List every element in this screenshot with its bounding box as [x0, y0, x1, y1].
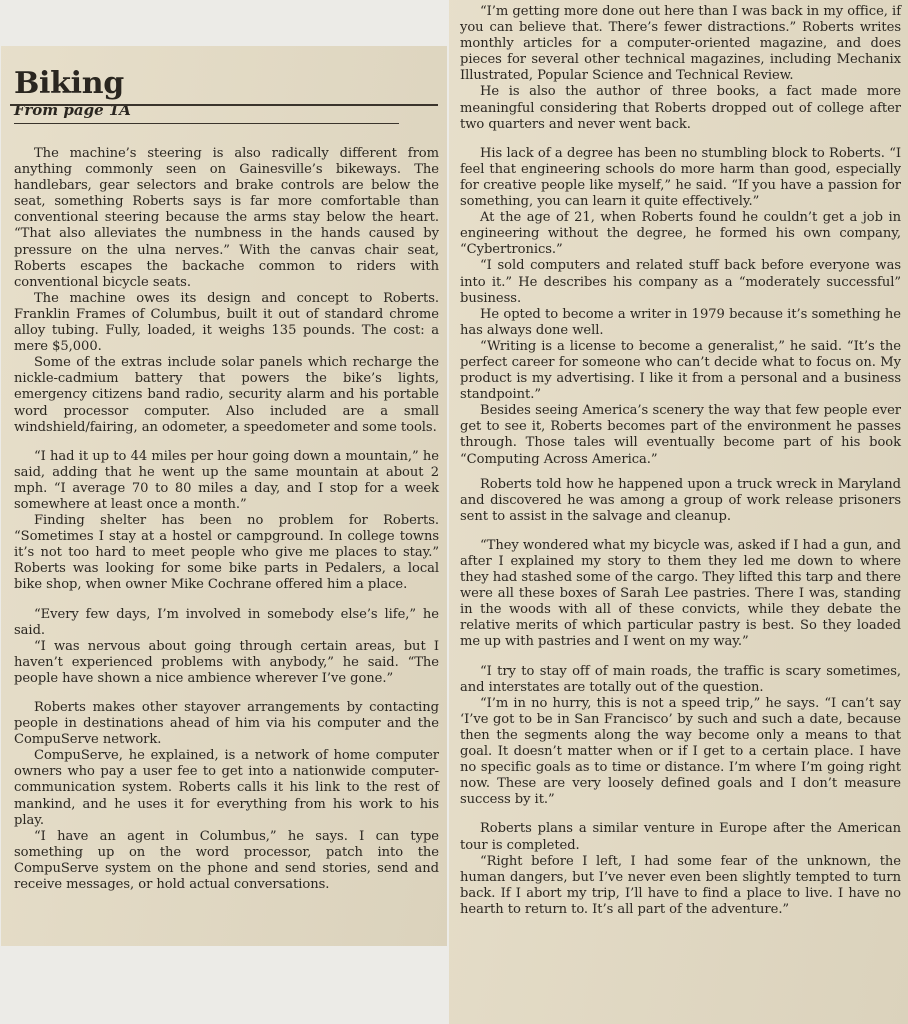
paragraph: The machine owes its design and concept to Roberts. Franklin Frames of Columbus, built it out of standard chrome alloy tubing. Fully, loaded, it weighs 135 pounds. The cost: a mere $5,000.	[14, 290, 439, 355]
subhead: From page 1A	[14, 102, 399, 124]
paragraph: “They wondered what my bicycle was, asked if I had a gun, and after I explained my story to them they led me down to where they had stashed some of the cargo. They lifted this tarp and there were all these boxes of Sarah Lee pastries. There I was, standing in the woods with all of these convicts, while they debate the relative merits of which particular pastry is best. So they loaded me up with pastries and I went on my way.”	[460, 537, 901, 650]
paragraph: “I’m in no hurry, this is not a speed trip,” he says. “I can’t say ‘I’ve got to be in San Francisco’ by such and such a date, because then the segments along the way become only a means to that goal. It doesn’t matter when or if I get to a certain place. I have no specific goals as to time or distance. I’m where I’m going right now. These are very loosely defined goals and I don’t measure success by it.”	[460, 695, 901, 808]
paragraph: Roberts told how he happened upon a truck wreck in Maryland and discovered he was among a group of work release prisoners sent to assist in the salvage and cleanup.	[460, 476, 901, 524]
paragraph: “I was nervous about going through certain areas, but I haven’t experienced problems with anybody,” he said. “The people have shown a nice ambience wherever I’ve gone.”	[14, 638, 439, 686]
paragraph: “I had it up to 44 miles per hour going down a mountain,” he said, adding that he went up the same mountain at about 2 mph. “I average 70 to 80 miles a day, and I stop for a week somewhere at least once a month.”	[14, 448, 439, 512]
paragraph: “I try to stay off of main roads, the traffic is scary sometimes, and interstates are totally out of the question.	[460, 663, 901, 695]
right-column-text	[460, 4, 901, 918]
paragraph: Roberts makes other stayover arrangements by contacting people in destinations ahead of him via his computer and the CompuServe network.	[14, 700, 439, 748]
left-column-text	[14, 146, 439, 893]
right-column-clipping	[449, 0, 908, 1024]
paragraph: He is also the author of three books, a fact made more meaningful considering that Roberts dropped out of college after two quarters and never went back.	[460, 84, 901, 132]
paragraph: “I have an agent in Columbus,” he says. I can type something up on the word processor, patch into the CompuServe system on the phone and send stories, send and receive messages, or hold actual conversations.	[14, 828, 439, 893]
paragraph: At the age of 21, when Roberts found he couldn’t get a job in engineering without the degree, he formed his own company, “Cybertronics.”	[460, 210, 901, 258]
top-rule	[10, 104, 438, 106]
paragraph: “I’m getting more done out here than I was back in my office, if you can believe that. There’s fewer distractions.” Roberts writes monthly articles for a computer-oriented magazine, and does pieces for several other technical magazines, including Mechanix Illustrated, Popular Science and Technical Review.	[460, 4, 901, 84]
paragraph: Besides seeing America’s scenery the way that few people ever get to see it, Roberts becomes part of the environment he passes through. Those tales will eventually become part of his book “Computing Across America.”	[460, 403, 901, 467]
headline: Biking	[14, 66, 124, 101]
paragraph: The machine’s steering is also radically different from anything commonly seen on Gainesville’s bikeways. The handlebars, gear selectors and brake controls are below the seat, something Roberts says is far more comfortable than conventional steering because the arms stay below the heart. “That also alleviates the numbness in the hands caused by pressure on the ulna nerves.” With the canvas chair seat, Roberts escapes the backache common to riders with conventional bicycle seats.	[14, 146, 439, 290]
paragraph: His lack of a degree has been no stumbling block to Roberts. “I feel that engineering schools do more harm than good, especially for creative people like myself,” he said. “If you have a passion for something, you can learn it quite effectively.”	[460, 145, 901, 210]
paragraph: He opted to become a writer in 1979 because it’s something he has always done well.	[460, 306, 901, 338]
paragraph: “Writing is a license to become a generalist,” he said. “It’s the perfect career for someone who can’t decide what to focus on. My product is my advertising. I like it from a personal and a business standpoint.”	[460, 338, 901, 403]
paragraph: Some of the extras include solar panels which recharge the nickle-cadmium battery that powers the bike’s lights, emergency citizens band radio, security alarm and his portable word processor computer. Also included are a small windshield/fairing, an odometer, a speedometer and some tools.	[14, 355, 439, 435]
paragraph: “Every few days, I’m involved in somebody else’s life,” he said.	[14, 606, 439, 638]
paragraph: Roberts plans a similar venture in Europe after the American tour is completed.	[460, 821, 901, 853]
paragraph: “I sold computers and related stuff back before everyone was into it.” He describes his company as a “moderately successful” business.	[460, 258, 901, 306]
left-column-clipping	[1, 46, 447, 946]
paragraph: Finding shelter has been no problem for Roberts. “Sometimes I stay at a hostel or campground. In college towns it’s not too hard to meet people who give me places to stay.” Roberts was looking for some bike parts in Pedalers, a local bike shop, when owner Mike Cochrane offered him a place.	[14, 513, 439, 593]
paragraph: CompuServe, he explained, is a network of home computer owners who pay a user fee to get into a nationwide computer-communication system. Roberts calls it his link to the rest of mankind, and he uses it for everything from his work to his play.	[14, 748, 439, 828]
paragraph: “Right before I left, I had some fear of the unknown, the human dangers, but I’ve never even been slightly tempted to turn back. If I abort my trip, I’ll have to find a place to live. I have no hearth to return to. It’s all part of the adventure.”	[460, 853, 901, 917]
